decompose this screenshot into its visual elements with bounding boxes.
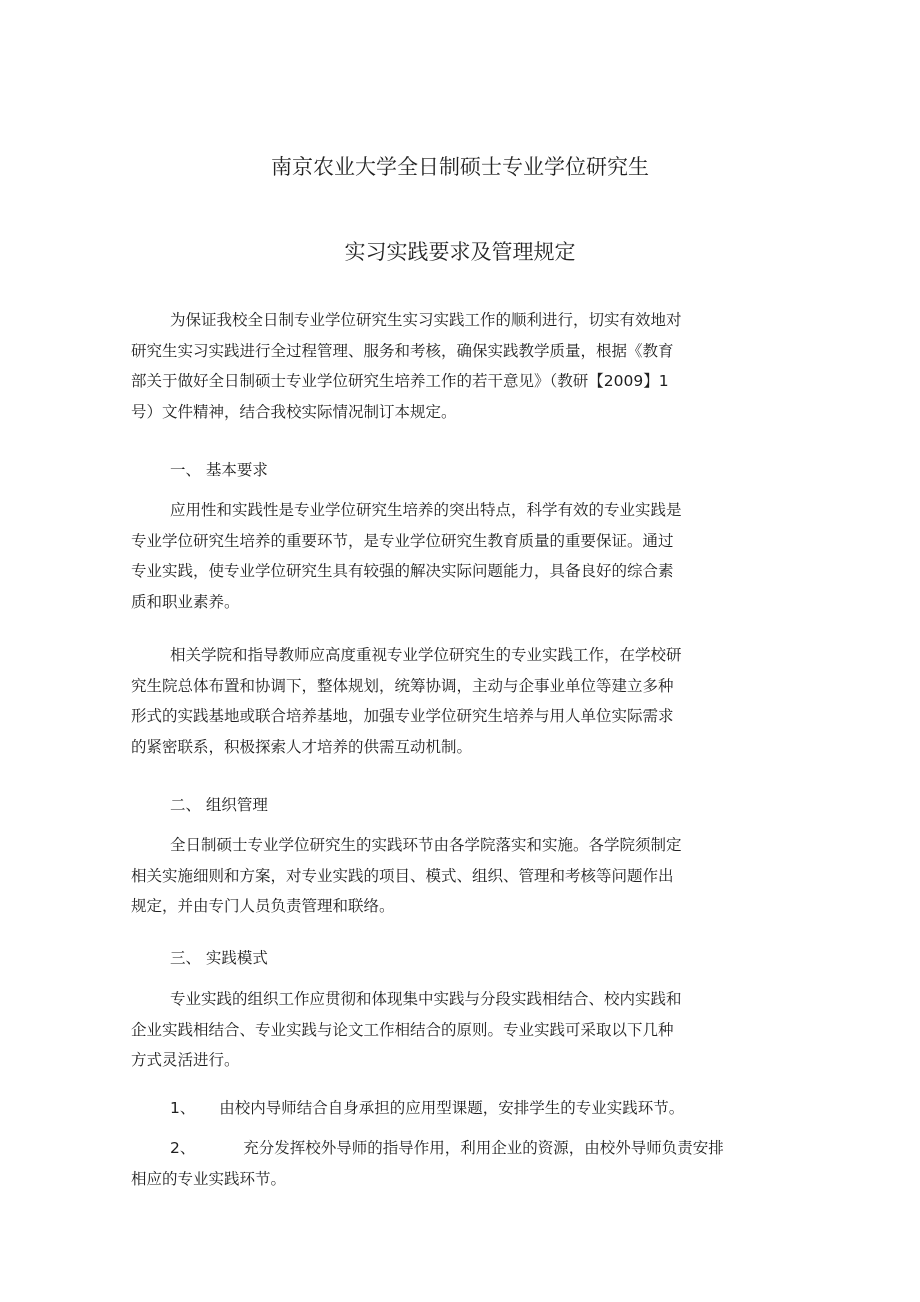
intro-line: 部关于做好全日制硕士专业学位研究生培养工作的若干意见》（教研【2009】1 (131, 372, 669, 391)
paragraph-line: 全日制硕士专业学位研究生的实践环节由各学院落实和实施。各学院须制定 (170, 836, 682, 854)
intro-line: 号）文件精神，结合我校实际情况制订本规定。 (131, 402, 457, 421)
paragraph-line: 应用性和实践性是专业学位研究生培养的突出特点，科学有效的专业实践是 (170, 501, 682, 519)
paragraph-line: 规定，并由专门人员负责管理和联络。 (131, 897, 395, 916)
paragraph-line: 究生院总体布置和协调下，整体规划，统筹协调，主动与企事业单位等建立多种 (131, 676, 674, 695)
section1-heading-block (131, 455, 771, 486)
section2-paragraph1 (131, 830, 771, 922)
paragraph-line: 相关实施细则和方案，对专业实践的项目、模式、组织、管理和考核等问题作出 (131, 866, 674, 885)
paragraph-line: 形式的实践基地或联合培养基地，加强专业学位研究生培养与用人单位实际需求 (131, 707, 674, 726)
intro-paragraph (131, 305, 771, 427)
list-item-continuation: 相应的专业实践环节。 (131, 1169, 287, 1188)
intro-line: 为保证我校全日制专业学位研究生实习实践工作的顺利进行，切实有效地对 (170, 311, 682, 329)
document-title-line2: 实习实践要求及管理规定 (344, 240, 576, 264)
paragraph-line: 专业学位研究生培养的重要环节，是专业学位研究生教育质量的重要保证。通过 (131, 531, 674, 550)
list-item-2 (131, 1133, 771, 1194)
list-item-text: 由校内导师结合自身承担的应用型课题，安排学生的专业实践环节。 (219, 1099, 685, 1117)
section2-heading: 二、 组织管理 (170, 796, 268, 814)
paragraph-line: 专业实践，使专业学位研究生具有较强的解决实际问题能力，具备良好的综合素 (131, 562, 674, 581)
document-title-line1: 南京农业大学全日制硕士专业学位研究生 (271, 155, 649, 179)
section1-heading: 一、 基本要求 (170, 461, 268, 479)
list-item-number: 2、 (170, 1139, 196, 1157)
paragraph-line: 的紧密联系，积极探索人才培养的供需互动机制。 (131, 737, 473, 756)
paragraph-line: 专业实践的组织工作应贯彻和体现集中实践与分段实践相结合、校内实践和 (170, 990, 682, 1008)
section2-heading-block (131, 790, 771, 821)
section1-paragraph1 (131, 495, 771, 617)
paragraph-line: 企业实践相结合、专业实践与论文工作相结合的原则。专业实践可采取以下几种 (131, 1020, 674, 1039)
section3-heading: 三、 实践模式 (170, 949, 268, 967)
paragraph-line: 方式灵活进行。 (131, 1051, 240, 1070)
section3-paragraph1 (131, 984, 771, 1076)
section3-heading-block (131, 943, 771, 974)
list-item-1 (131, 1093, 771, 1124)
paragraph-line: 相关学院和指导教师应高度重视专业学位研究生的专业实践工作，在学校研 (170, 646, 682, 664)
section1-paragraph2 (131, 640, 771, 762)
intro-line: 研究生实习实践进行全过程管理、服务和考核，确保实践教学质量，根据《教育 (131, 341, 674, 360)
list-item-text: 充分发挥校外导师的指导作用，利用企业的资源，由校外导师负责安排 (243, 1139, 724, 1157)
list-item-number: 1、 (170, 1099, 196, 1117)
paragraph-line: 质和职业素养。 (131, 592, 240, 611)
